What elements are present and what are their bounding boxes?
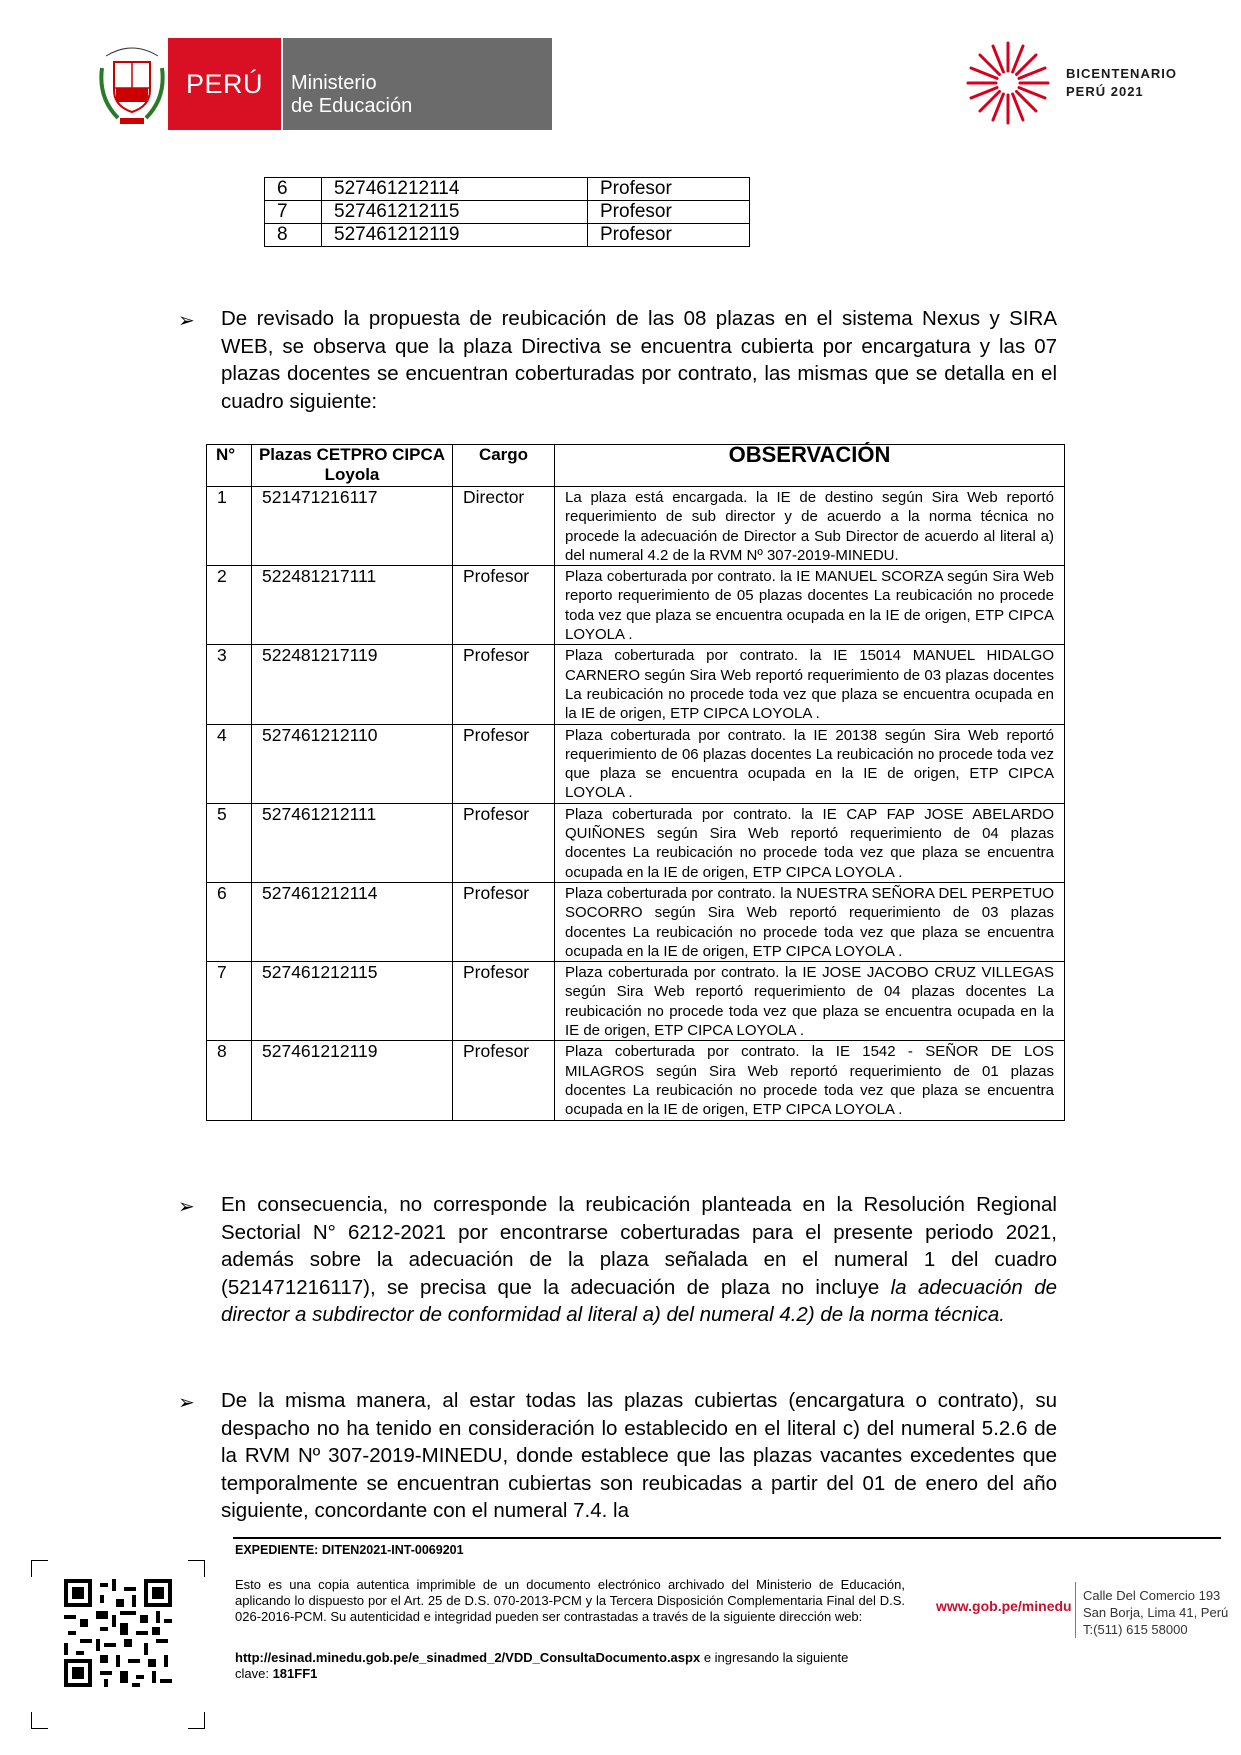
- clave-value: 181FF1: [272, 1666, 318, 1682]
- plaza-code: 522481217119: [252, 645, 453, 724]
- address-block: [1083, 1587, 1228, 1638]
- observacion: Plaza coberturada por contrato. la NUESTRA SEÑORA DEL PERPETUO SOCORRO según Sira Web reportó requerimiento de 03 plazas docentes La reubicación no procede toda vez que plaza se encuentra ocupada en la IE de origen, ETP CIPCA LOYOLA .: [555, 882, 1065, 961]
- row-number: 6: [207, 882, 252, 961]
- observacion: Plaza coberturada por contrato. la IE 20138 según Sira Web reportó requerimiento de 06 plazas docentes La reubicación no procede toda vez que plaza se encuentra ocupada en la IE de origen, ETP CIPCA LOYOLA .: [555, 724, 1065, 803]
- header-observacion: OBSERVACIÓN: [555, 445, 1065, 487]
- peru-label: PERÚ: [185, 68, 263, 99]
- address-line2: San Borja, Lima 41, Perú: [1083, 1605, 1229, 1620]
- paragraph-consecuencia: [221, 1191, 1057, 1329]
- cargo: Profesor: [588, 178, 750, 201]
- qr-frame-corner: [31, 1712, 48, 1729]
- table-row: [207, 1041, 1065, 1120]
- row-number: 7: [207, 962, 252, 1041]
- paragraph-consecuencia-italic: la adecuación de director a subdirector de conformidad al literal a) del numeral 4.2) de la norma técnica.: [221, 1275, 1058, 1326]
- expediente-number: EXPEDIENTE: DITEN2021-INT-0069201: [235, 1543, 464, 1557]
- header-cargo: Cargo: [453, 445, 555, 487]
- table-row: [207, 882, 1065, 961]
- observacion: Plaza coberturada por contrato. la IE 15014 MANUEL HIDALGO CARNERO según Sira Web reportó requerimiento de 03 plazas docentes La reubicación no procede toda vez que plaza se encuentra ocupada en la IE de origen, ETP CIPCA LOYOLA .: [555, 645, 1065, 724]
- cargo: Profesor: [588, 224, 750, 247]
- bullet-arrow-icon: ➢: [178, 1392, 195, 1414]
- plaza-code: 527461212115: [252, 962, 453, 1041]
- cargo: Profesor: [453, 882, 555, 961]
- observaciones-table: [206, 444, 1065, 1121]
- footer-url-block: [235, 1650, 875, 1682]
- plaza-code: 527461212119: [322, 224, 588, 247]
- page-header: [0, 0, 1241, 140]
- ministry-line2: de Educación: [291, 95, 413, 117]
- header-plazas: Plazas CETPRO CIPCA Loyola: [252, 445, 453, 487]
- cargo: Profesor: [453, 803, 555, 882]
- bullet-arrow-icon: ➢: [178, 310, 195, 332]
- qr-frame-corner: [188, 1712, 205, 1729]
- table-row: [207, 487, 1065, 566]
- bullet-arrow-icon: ➢: [178, 1196, 195, 1218]
- row-number: 2: [207, 566, 252, 645]
- ministry-line1: Ministerio: [291, 72, 377, 94]
- paragraph-misma-manera: De la misma manera, al estar todas las plazas cubiertas (encargatura o contrato), su despacho no ha tenido en consideración lo establecido en el literal c) del numeral 5.2.6 de la RVM Nº 307-2019-MINEDU, donde establece que las plazas vacantes excedentes que temporalmente se encuentran cubiertas son reubicadas a partir del 01 de enero del año siguiente, concordante con el numeral 7.4. la: [221, 1389, 1057, 1522]
- header-n: N°: [207, 445, 252, 487]
- table-row: [265, 178, 750, 201]
- table-row: [207, 566, 1065, 645]
- paragraph-revision: De revisado la propuesta de reubicación de las 08 plazas en el sistema Nexus y SIRA WEB, se observa que la plaza Directiva se encuentra cubierta por encargatura y las 07 plazas docentes se encuentran coberturadas por contrato, las mismas que se detalla en el cuadro siguiente:: [221, 307, 1057, 413]
- bicentenario-text: [1066, 65, 1177, 101]
- row-number: 6: [265, 178, 322, 201]
- top-plazas-table: [264, 177, 750, 247]
- cargo: Profesor: [453, 962, 555, 1041]
- plaza-code: 527461212110: [252, 724, 453, 803]
- address-line1: Calle Del Comercio 193: [1083, 1588, 1221, 1603]
- table-header-row: [207, 445, 1065, 487]
- footer-divider: [1075, 1582, 1076, 1638]
- row-number: 1: [207, 487, 252, 566]
- table-row: [265, 224, 750, 247]
- row-number: 5: [207, 803, 252, 882]
- row-number: 7: [265, 201, 322, 224]
- observacion: Plaza coberturada por contrato. la IE JOSE JACOBO CRUZ VILLEGAS según Sira Web reportó requerimiento de 04 plazas docentes La reubicación no procede toda vez que plaza se encuentra ocupada en la IE de origen, ETP CIPCA LOYOLA .: [555, 962, 1065, 1041]
- qr-code-icon: [64, 1579, 172, 1687]
- plaza-code: 527461212115: [322, 201, 588, 224]
- plaza-code: 527461212114: [322, 178, 588, 201]
- observacion: La plaza está encargada. la IE de destino según Sira Web reportó requerimiento de sub director y de acuerdo a la norma técnica no procede la adecuación de Director a Sub Director de acuerdo al literal a) del numeral 4.2 de la RVM Nº 307-2019-MINEDU.: [555, 487, 1065, 566]
- cargo: Profesor: [453, 724, 555, 803]
- gob-link[interactable]: www.gob.pe/minedu: [936, 1598, 1072, 1614]
- table-row: [207, 724, 1065, 803]
- plaza-code: 522481217111: [252, 566, 453, 645]
- bicentenario-line1: BICENTENARIO: [1066, 66, 1177, 81]
- row-number: 8: [265, 224, 322, 247]
- paragraph-consecuencia-text: En consecuencia, no corresponde la reubicación planteada en la Resolución Regional Sectorial N° 6212-2021 por encontrarse coberturadas para el presente periodo 2021, además sobre la adecuación de la plaza señalada en el numeral 1 del cuadro (521471216117), se precisa que la adecuación de plaza no incluye: [221, 1193, 1057, 1299]
- row-number: 3: [207, 645, 252, 724]
- qr-frame-corner: [31, 1560, 48, 1577]
- table-row: [207, 803, 1065, 882]
- table-row: [207, 645, 1065, 724]
- address-line3: T:(511) 615 58000: [1083, 1622, 1188, 1637]
- table-row: [265, 201, 750, 224]
- footer-legal-text: Esto es una copia autentica imprimible de un documento electrónico archivado del Ministerio de Educación, aplicando lo dispuesto por el Art. 25 de D.S. 070-2013-PCM y la Tercera Disposición Complementaria Final del D.S. 026-2016-PCM. Su autenticidad e integridad pueden ser contrastadas a través de la siguiente dirección web:: [235, 1577, 905, 1625]
- consulta-url-link[interactable]: http://esinad.minedu.gob.pe/e_sinadmed_2/VDD_ConsultaDocumento.aspx: [235, 1650, 701, 1665]
- observacion: Plaza coberturada por contrato. la IE 1542 - SEÑOR DE LOS MILAGROS según Sira Web reportó requerimiento de 01 plazas docentes La reubicación no procede toda vez que plaza se encuentra ocupada en la IE de origen, ETP CIPCA LOYOLA .: [555, 1041, 1065, 1120]
- observacion: Plaza coberturada por contrato. la IE CAP FAP JOSE ABELARDO QUIÑONES según Sira Web reportó requerimiento de 04 plazas docentes La reubicación no procede toda vez que plaza se encuentra ocupada en la IE de origen, ETP CIPCA LOYOLA .: [555, 803, 1065, 882]
- cargo: Director: [453, 487, 555, 566]
- plaza-code: 527461212119: [252, 1041, 453, 1120]
- plaza-code: 527461212111: [252, 803, 453, 882]
- table-row: [207, 962, 1065, 1041]
- ministry-logo: [283, 38, 552, 130]
- cargo: Profesor: [453, 645, 555, 724]
- qr-frame-corner: [188, 1560, 205, 1577]
- footer-rule: [233, 1537, 1221, 1539]
- peru-logo: [168, 38, 281, 130]
- cargo: Profesor: [453, 1041, 555, 1120]
- observacion: Plaza coberturada por contrato. la IE MANUEL SCORZA según Sira Web reporto requerimiento de 05 plazas docentes La reubicación no procede toda vez que plaza se encuentra ocupada en la IE de origen, ETP CIPCA LOYOLA .: [555, 566, 1065, 645]
- plaza-code: 527461212114: [252, 882, 453, 961]
- row-number: 8: [207, 1041, 252, 1120]
- bicentenario-line2: PERÚ 2021: [1066, 84, 1144, 99]
- row-number: 4: [207, 724, 252, 803]
- footer-url-suffix: e ingresando la siguiente clave:: [235, 1650, 849, 1682]
- cargo: Profesor: [588, 201, 750, 224]
- plaza-code: 521471216117: [252, 487, 453, 566]
- cargo: Profesor: [453, 566, 555, 645]
- coat-of-arms-icon: [96, 38, 168, 128]
